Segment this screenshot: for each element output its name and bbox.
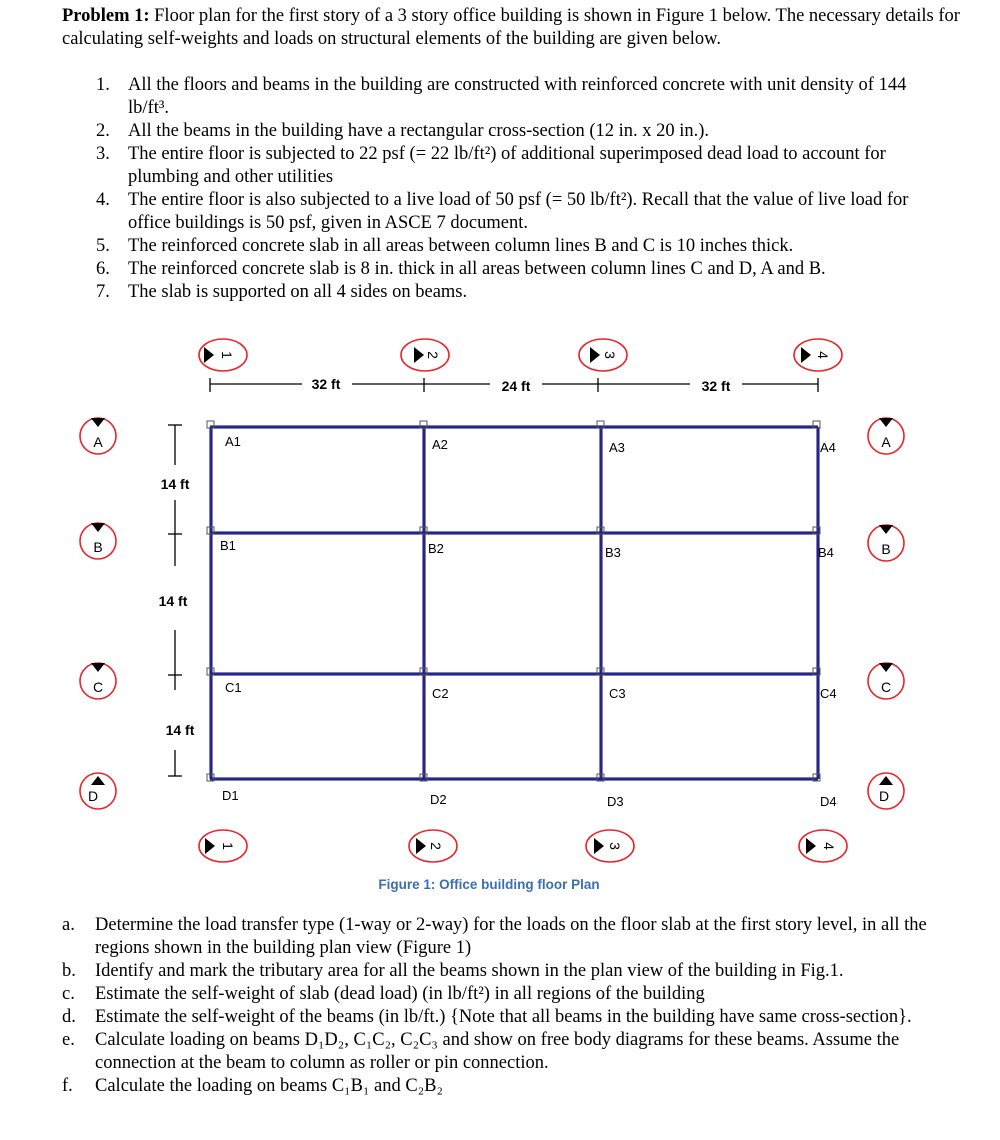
column-bubble-top-3 [579, 339, 627, 371]
svg-text:B: B [881, 541, 891, 557]
row-bubble-left-b [80, 523, 116, 559]
svg-text:1: 1 [220, 842, 236, 850]
column-bubble-bottom-3 [586, 830, 634, 862]
node-label: C3 [609, 686, 626, 701]
node-label: B3 [605, 545, 621, 560]
svg-text:2: 2 [425, 351, 441, 359]
span-y-1: 14 ft [160, 476, 190, 492]
node-label: C1 [225, 680, 242, 695]
span-x-2: 24 ft [501, 378, 531, 394]
column-bubble-top-2 [401, 339, 449, 371]
column-bubble-bottom-2 [409, 830, 457, 862]
node-label: D2 [430, 792, 447, 807]
beam-grid [210, 427, 818, 779]
node-label: D3 [607, 794, 624, 809]
svg-text:C: C [880, 679, 892, 695]
svg-text:A: A [93, 434, 103, 450]
svg-text:A: A [881, 434, 891, 450]
given-item: 3. The entire floor is subjected to 22 psf (= 22 lb/ft²) of additional superimposed dead load to account for plumbing and other utilities [96, 144, 886, 187]
task-list [62, 914, 942, 1098]
svg-text:4: 4 [815, 351, 831, 359]
task-item: b. Identify and mark the tributary area for all the beams shown in the plan view of the building in Fig.1. [62, 961, 844, 981]
svg-text:3: 3 [602, 351, 618, 359]
column-bubble-top-1 [199, 339, 247, 371]
node-label: D1 [222, 788, 239, 803]
given-item: 5. The reinforced concrete slab in all areas between column lines B and C is 10 inches thick. [96, 236, 794, 256]
task-item: c. Estimate the self-weight of slab (dead load) (in lb/ft²) in all regions of the building [62, 984, 705, 1004]
task-item: e. Calculate loading on beams D₁D₂, C₁C₂, C₂C₃ and show on free body diagrams for these beams. Assume the connection at the beam to column as roller or pin connection. [62, 1030, 900, 1073]
span-x-1: 32 ft [311, 376, 341, 392]
column-bubble-bottom-1 [199, 830, 247, 862]
row-bubble-right-d [868, 773, 904, 809]
given-item: 4. The entire floor is also subjected to a live load of 50 psf (= 50 lb/ft²). Recall that the value of live load for office buildings is 50 psf, given in ASCE 7 document. [96, 190, 909, 233]
row-bubble-left-a [80, 418, 116, 454]
task-item: d. Estimate the self-weight of the beams (in lb/ft.) {Note that all beams in the building have same cross-section}. [62, 1007, 912, 1027]
node-label: B1 [220, 538, 236, 553]
task-item: a. Determine the load transfer type (1-way or 2-way) for the loads on the floor slab at the first story level, in all the regions shown in the building plan view (Figure 1) [62, 915, 927, 958]
node-label: A3 [609, 440, 625, 455]
row-bubble-right-c [868, 663, 904, 699]
svg-text:3: 3 [607, 842, 623, 850]
problem-label: Problem 1: [62, 6, 150, 26]
row-bubble-right-a [868, 418, 904, 454]
svg-text:B: B [93, 539, 103, 555]
node-label: A2 [432, 437, 448, 452]
node-label: C4 [820, 686, 837, 701]
node-label: D4 [820, 794, 837, 809]
node-label: A4 [820, 440, 836, 455]
row-bubble-right-b [868, 525, 904, 561]
span-y-3: 14 ft [165, 722, 195, 738]
column-bubble-top-4 [794, 339, 842, 371]
problem-text: Floor plan for the first story of a 3 story office building is shown in Figure 1 below. The necessary details for calculating self-weights and loads on structural elements of the building are given below. [62, 6, 960, 49]
node-label: B4 [818, 545, 834, 560]
svg-text:D: D [87, 788, 99, 804]
node-label: C2 [432, 686, 449, 701]
column-markers [207, 421, 820, 781]
given-item: 2. All the beams in the building have a rectangular cross-section (12 in. x 20 in.). [96, 121, 710, 141]
figure-caption: Figure 1: Office building floor Plan [378, 877, 600, 892]
node-label: A1 [225, 434, 241, 449]
svg-text:2: 2 [428, 842, 444, 850]
given-item: 7. The slab is supported on all 4 sides on beams. [96, 282, 468, 302]
span-x-3: 32 ft [701, 378, 731, 394]
given-item: 6. The reinforced concrete slab is 8 in. thick in all areas between column lines C and D, A and B. [96, 259, 826, 279]
column-bubble-bottom-4 [799, 830, 847, 862]
row-bubble-left-c [80, 663, 116, 699]
svg-text:1: 1 [219, 351, 235, 359]
svg-text:C: C [92, 679, 104, 695]
row-bubble-left-d [80, 773, 116, 809]
svg-text:D: D [878, 788, 890, 804]
task-item: f. Calculate the loading on beams C₁B₁ and C₂B₂ [62, 1076, 443, 1096]
span-y-2: 14 ft [158, 593, 188, 609]
svg-text:4: 4 [821, 842, 837, 850]
node-label: B2 [428, 541, 444, 556]
given-item: 1. All the floors and beams in the building are constructed with reinforced concrete with unit density of 144 lb/ft³. [96, 75, 907, 118]
beam-grid-inner-lines [210, 427, 818, 779]
